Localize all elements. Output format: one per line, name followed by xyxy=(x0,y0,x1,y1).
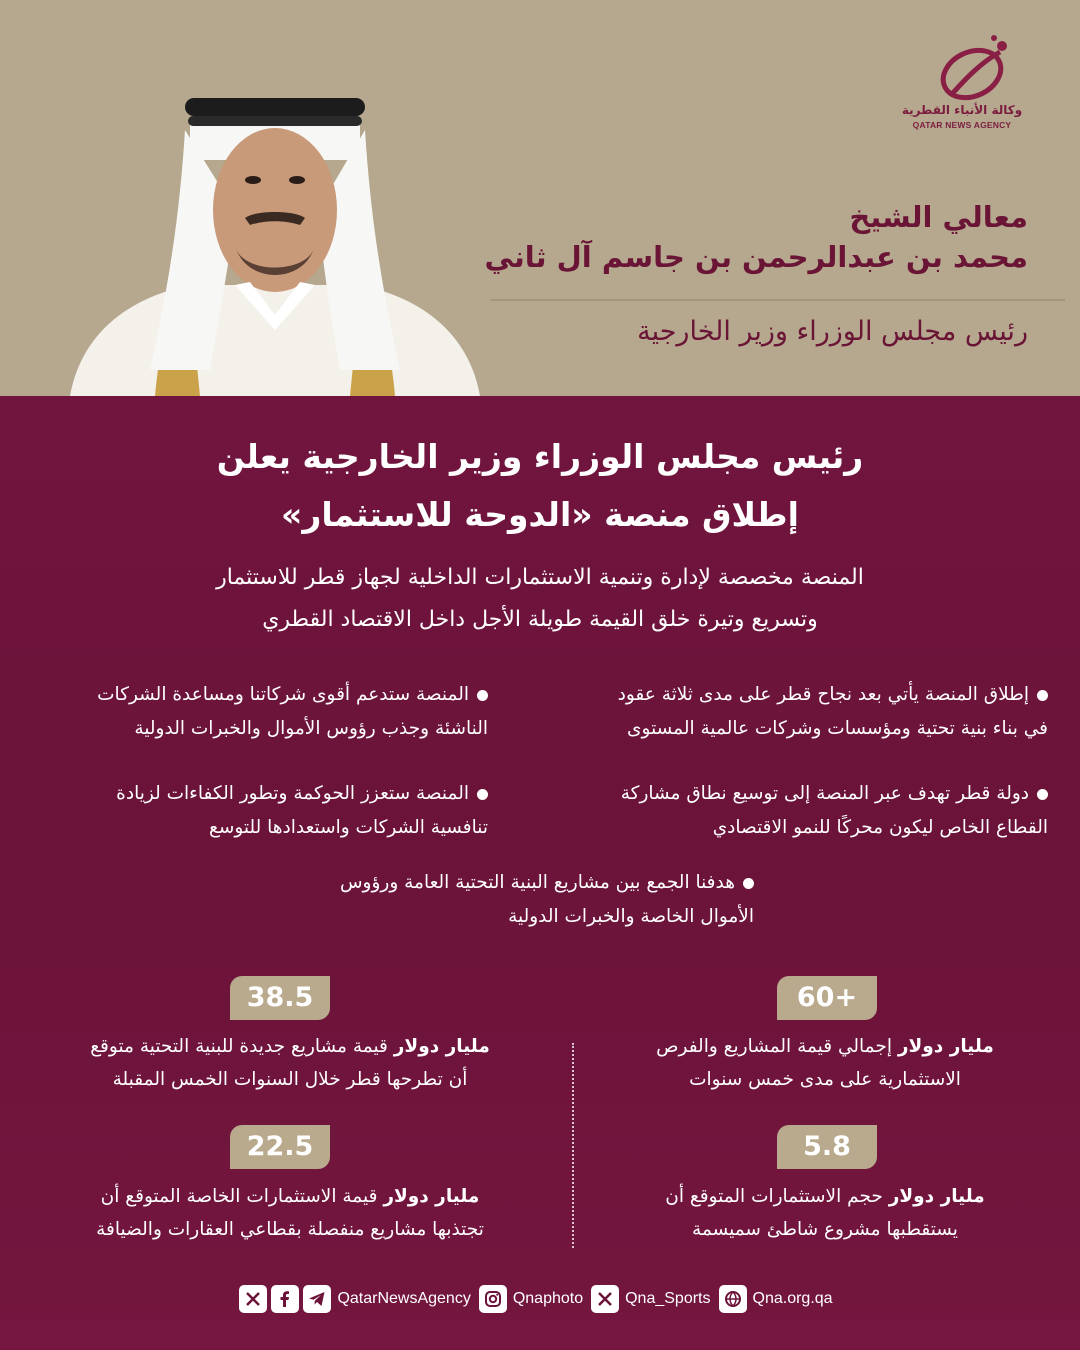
bullet-dot-icon xyxy=(1037,690,1048,701)
bullet-dot-icon xyxy=(743,878,754,889)
social-handle-qnaphoto[interactable]: Qnaphoto xyxy=(512,1290,584,1307)
honorific-title: معالي الشيخ xyxy=(849,200,1028,234)
bullet-item: إطلاق المنصة يأتي بعد نجاح قطر على مدى ثلاثة عقود في بناء بنية تحتية ومؤسسات وشركات عالمية المستوى xyxy=(617,684,1048,739)
facebook-icon[interactable] xyxy=(271,1285,299,1313)
person-position: رئيس مجلس الوزراء وزير الخارجية xyxy=(637,316,1028,347)
header-divider xyxy=(490,299,1065,301)
headline-line-1: رئيس مجلس الوزراء وزير الخارجية يعلن xyxy=(216,437,864,476)
x-icon[interactable] xyxy=(239,1285,267,1313)
bullet-item: المنصة ستعزز الحوكمة وتطور الكفاءات لزيادة تنافسية الشركات واستعدادها للتوسع xyxy=(116,783,488,838)
website-link[interactable]: Qna.org.qa xyxy=(752,1290,833,1307)
stat-badge-real-estate: 22.5 xyxy=(230,1125,330,1169)
globe-icon[interactable] xyxy=(719,1285,747,1313)
person-name: محمد بن عبدالرحمن بن جاسم آل ثاني xyxy=(484,240,1028,274)
qna-logo-icon xyxy=(912,32,1032,132)
intro-line-1: المنصة مخصصة لإدارة وتنمية الاستثمارات الداخلية لجهاز قطر للاستثمار xyxy=(216,565,864,590)
social-bar xyxy=(0,1283,1080,1315)
stat-description: مليار دولار إجمالي قيمة المشاريع والفرص الاستثمارية على مدى خمس سنوات xyxy=(656,1036,994,1090)
stat-description: مليار دولار قيمة مشاريع جديدة للبنية التحتية متوقع أن تطرحها قطر خلال السنوات الخمس المقبلة xyxy=(90,1036,490,1090)
stat-description: مليار دولار قيمة الاستثمارات الخاصة المتوقع أن تجتذبها مشاريع منفصلة بقطاعي العقارات والضيافة xyxy=(96,1186,484,1240)
logo-arabic-text: وكالة الأنباء القطرية xyxy=(901,103,1023,117)
instagram-icon[interactable] xyxy=(479,1285,507,1313)
bullet-item: هدفنا الجمع بين مشاريع البنية التحتية العامة ورؤوس الأموال الخاصة والخبرات الدولية xyxy=(339,872,754,927)
bullet-item: دولة قطر تهدف عبر المنصة إلى توسيع نطاق مشاركة القطاع الخاص ليكون محركًا للنمو الاقتصادي xyxy=(620,783,1048,838)
social-handle-qna-sports[interactable]: Qna_Sports xyxy=(625,1290,711,1307)
bullet-dot-icon xyxy=(477,789,488,800)
bullet-dot-icon xyxy=(1037,789,1048,800)
portrait-image xyxy=(60,70,490,396)
social-handle-qatarnewsagency[interactable]: QatarNewsAgency xyxy=(337,1290,471,1307)
stat-description: مليار دولار حجم الاستثمارات المتوقع أن يستقطبها مشروع شاطئ سميسمة xyxy=(665,1186,985,1240)
stat-badge-infrastructure: 38.5 xyxy=(230,976,330,1020)
telegram-icon[interactable] xyxy=(303,1285,331,1313)
x-icon[interactable] xyxy=(591,1285,619,1313)
intro-line-2: وتسريع وتيرة خلق القيمة طويلة الأجل داخل الاقتصاد القطري xyxy=(262,607,818,632)
header-section xyxy=(0,0,1080,396)
bullet-item: المنصة ستدعم أقوى شركاتنا ومساعدة الشركات الناشئة وجذب رؤوس الأموال والخبرات الدولية xyxy=(97,684,488,739)
stat-badge-simaisma: 5.8 xyxy=(777,1125,877,1169)
headline-line-2: إطلاق منصة «الدوحة للاستثمار» xyxy=(281,495,799,534)
bullet-dot-icon xyxy=(477,690,488,701)
logo-english-text: QATAR NEWS AGENCY xyxy=(912,120,1012,130)
stats-divider xyxy=(572,1043,574,1248)
stat-badge-total-value: 60+ xyxy=(777,976,877,1020)
